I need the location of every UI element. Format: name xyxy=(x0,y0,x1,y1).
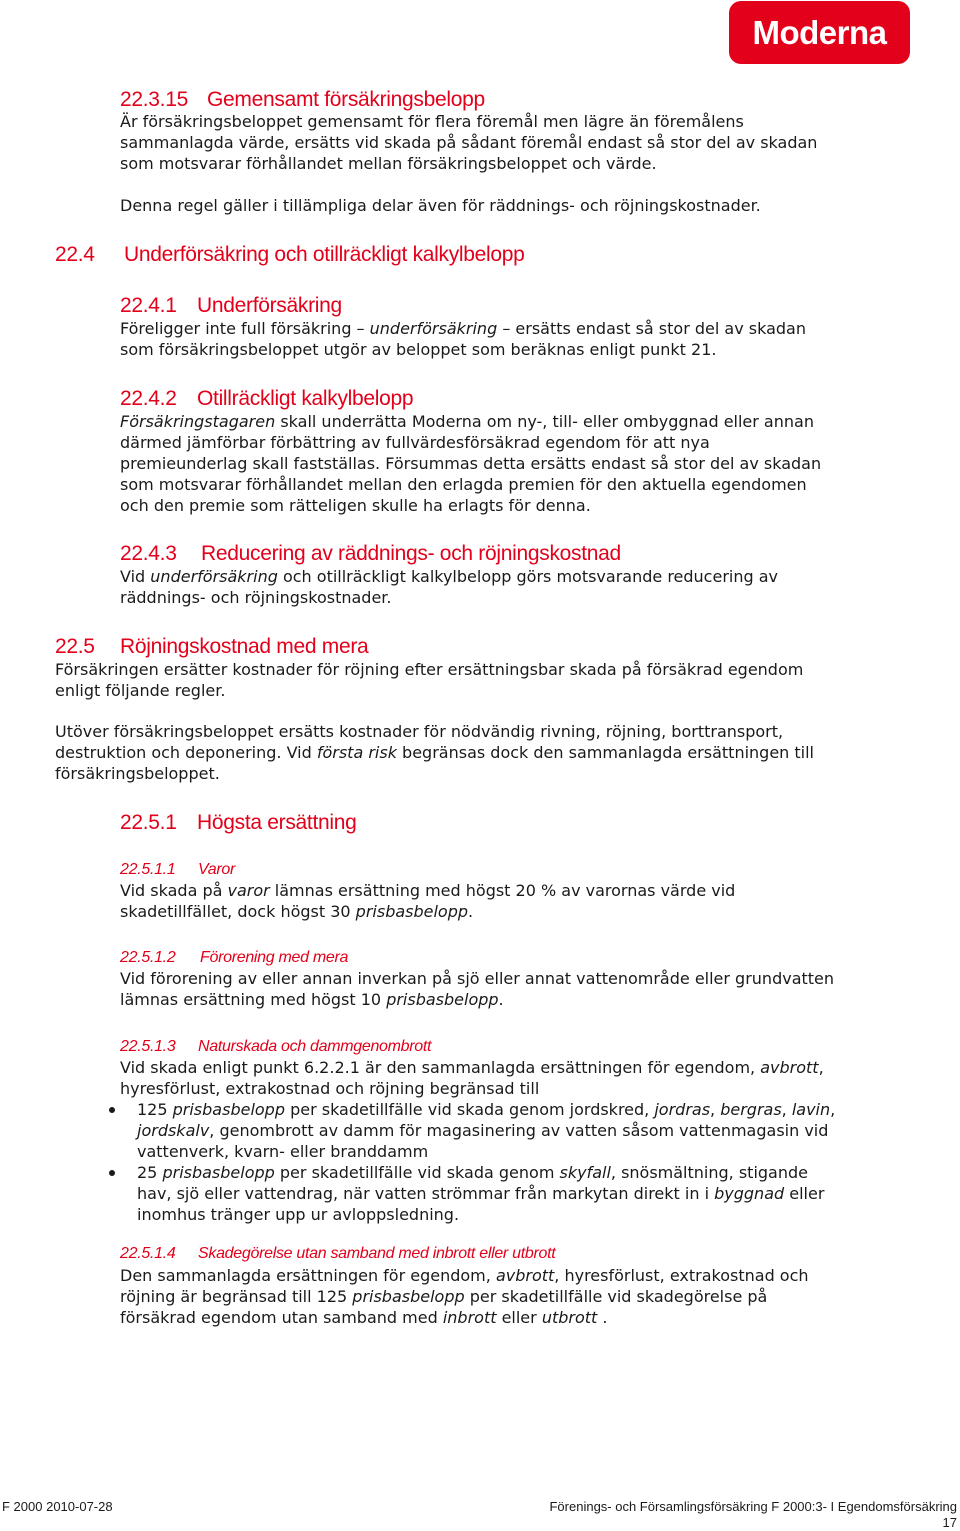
text-line: och den premie som rätteligen skulle ha erlagts för denna. xyxy=(120,496,591,515)
text-line: som motsvarar förhållandet mellan den erlagda premien för den aktuella egendomen xyxy=(120,475,807,494)
text-line: Försäkringstagaren skall underrätta Moderna om ny-, till- eller ombyggnad eller annan xyxy=(120,412,814,431)
paragraph-22-4-2 xyxy=(120,411,821,516)
paragraph-22-4-1 xyxy=(120,318,806,360)
text-line: hyresförlust, extrakostnad och röjning begränsad till xyxy=(120,1079,540,1098)
text-line: Den sammanlagda ersättningen för egendom, avbrott, hyresförlust, extrakostnad och xyxy=(120,1266,809,1285)
text-line: försäkrad egendom utan samband med inbrott eller utbrott . xyxy=(120,1308,608,1327)
section-title: Underförsäkring xyxy=(197,294,342,317)
text-line: som motsvarar förhållandet mellan försäkringsbeloppet och värde. xyxy=(120,154,657,173)
text-line: skadetillfället, dock högst 30 prisbasbelopp. xyxy=(120,902,474,921)
defined-term: underförsäkring xyxy=(369,319,498,338)
bullet-list xyxy=(120,1099,835,1225)
text-line: destruktion och deponering. Vid första risk begränsas dock den sammanlagda ersättningen till xyxy=(55,743,814,762)
heading-22-5-1-1 xyxy=(120,860,235,880)
text-line: Är försäkringsbeloppet gemensamt för flera föremål men lägre än föremålens xyxy=(120,112,744,131)
paragraph-22-5-1-2 xyxy=(120,968,834,1010)
defined-term: första risk xyxy=(316,743,397,762)
text-line: som försäkringsbeloppet utgör av beloppet som beräknas enligt punkt 21. xyxy=(120,340,717,359)
section-number: 22.4.1 xyxy=(120,294,177,317)
text-line: Utöver försäkringsbeloppet ersätts kostnader för nödvändig rivning, röjning, borttransport, xyxy=(55,722,784,741)
heading-22-4-2 xyxy=(120,387,413,411)
text-line: Försäkringen ersätter kostnader för röjning efter ersättningsbar skada på försäkrad egendom xyxy=(55,660,804,679)
paragraph-22-3-15-note xyxy=(120,195,761,216)
paragraph-22-5-1-4 xyxy=(120,1265,809,1328)
section-number: 22.5.1.3 xyxy=(120,1038,176,1055)
defined-term: underförsäkring xyxy=(150,567,278,586)
text-line: Vid förorening av eller annan inverkan på sjö eller annat vattenområde eller grundvatten xyxy=(120,969,835,988)
defined-term: varor xyxy=(227,881,270,900)
text-line: Föreligger inte full försäkring – underförsäkring – ersätts endast så stor del av skadan xyxy=(120,319,806,338)
heading-22-4 xyxy=(55,243,525,267)
section-title: Skadegörelse utan samband med inbrott eller utbrott xyxy=(198,1245,556,1262)
paragraph-22-4-3 xyxy=(120,566,778,608)
section-number: 22.4.2 xyxy=(120,387,177,410)
section-number: 22.5 xyxy=(55,635,95,658)
text-line: röjning är begränsad till 125 prisbasbelopp per skadetillfälle vid skadegörelse på xyxy=(120,1287,768,1306)
text-line: Vid skada enligt punkt 6.2.2.1 är den sammanlagda ersättningen för egendom, avbrott, xyxy=(120,1058,824,1077)
section-title: Förorening med mera xyxy=(200,949,349,966)
list-item: 25 prisbasbelopp per skadetillfälle vid skada genom skyfall, snösmältning, stigande hav, sjö eller vattendrag, när vatten strömmar från markytan direkt in i byggnad eller inomhus tränger upp ur avloppsledning. xyxy=(120,1162,835,1225)
section-title: Högsta ersättning xyxy=(197,811,357,834)
text-line: Vid underförsäkring och otillräckligt kalkylbelopp görs motsvarande reducering av xyxy=(120,567,778,586)
section-number: 22.4.3 xyxy=(120,542,177,565)
defined-term: avbrott xyxy=(760,1058,819,1077)
footer-title: Förenings- och Församlingsförsäkring F 2000:3- I Egendomsförsäkring xyxy=(549,1499,957,1514)
section-number: 22.5.1.4 xyxy=(120,1245,176,1262)
text-line: lämnas ersättning med högst 10 prisbasbelopp. xyxy=(120,990,504,1009)
section-number: 22.4 xyxy=(55,243,95,266)
heading-22-5-1 xyxy=(120,811,357,835)
heading-22-4-1 xyxy=(120,294,342,318)
text-line: Denna regel gäller i tillämpliga delar även för räddnings- och röjningskostnader. xyxy=(120,196,761,215)
defined-term: avbrott xyxy=(495,1266,555,1285)
paragraph-22-5-1-3 xyxy=(120,1057,835,1225)
defined-term: Försäkringstagaren xyxy=(120,412,276,431)
text-line: därmed jämförbar förbättring av fullvärdesförsäkrad egendom för att nya xyxy=(120,433,710,452)
paragraph-22-5-costs xyxy=(55,721,814,784)
paragraph-22-5-1-1 xyxy=(120,880,735,922)
heading-22-5-1-2 xyxy=(120,948,348,968)
defined-term: utbrott xyxy=(541,1308,598,1327)
text-line: räddnings- och röjningskostnader. xyxy=(120,588,392,607)
paragraph-22-3-15 xyxy=(120,111,817,174)
section-number: 22.3.15 xyxy=(120,88,188,111)
section-title: Gemensamt försäkringsbelopp xyxy=(207,88,485,111)
section-title: Otillräckligt kalkylbelopp xyxy=(197,387,414,410)
heading-22-3-15 xyxy=(120,88,485,112)
defined-term: prisbasbelopp xyxy=(355,902,469,921)
defined-term: prisbasbelopp xyxy=(386,990,499,1009)
heading-22-5-1-4 xyxy=(120,1244,555,1264)
defined-term: inbrott xyxy=(442,1308,497,1327)
text-line: Vid skada på varor lämnas ersättning med högst 20 % av varornas värde vid xyxy=(120,881,736,900)
section-title: Röjningskostnad med mera xyxy=(120,635,369,658)
section-title: Reducering av räddnings- och röjningskostnad xyxy=(201,542,621,565)
heading-22-5-1-3 xyxy=(120,1037,431,1057)
page-number: 17 xyxy=(942,1515,957,1530)
footer-date: F 2000 2010-07-28 xyxy=(2,1499,113,1514)
text-line: sammanlagda värde, ersätts vid skada på sådant föremål endast så stor del av skadan xyxy=(120,133,818,152)
section-title: Naturskada och dammgenombrott xyxy=(198,1038,432,1055)
heading-22-5 xyxy=(55,635,368,659)
defined-term: prisbasbelopp xyxy=(352,1287,465,1306)
section-title: Varor xyxy=(198,861,236,878)
paragraph-22-5-intro xyxy=(55,659,803,701)
moderna-logo xyxy=(729,1,910,64)
list-item: 125 prisbasbelopp per skadetillfälle vid skada genom jordskred, jordras, bergras, lavin, jordskalv, genombrott av damm för magasinering av vatten såsom vattenmagasin vid vattenverk, kvarn- eller branddamm xyxy=(120,1099,835,1162)
section-number: 22.5.1.1 xyxy=(120,861,176,878)
logo-text: Moderna xyxy=(752,13,887,51)
section-title: Underförsäkring och otillräckligt kalkylbelopp xyxy=(124,243,525,266)
heading-22-4-3 xyxy=(120,542,621,566)
section-number: 22.5.1 xyxy=(120,811,177,834)
section-number: 22.5.1.2 xyxy=(120,949,176,966)
text-line: premieunderlag skall fastställas. Försummas detta ersätts endast så stor del av skadan xyxy=(120,454,822,473)
text-line: enligt följande regler. xyxy=(55,681,226,700)
text-line: försäkringsbeloppet. xyxy=(55,764,220,783)
